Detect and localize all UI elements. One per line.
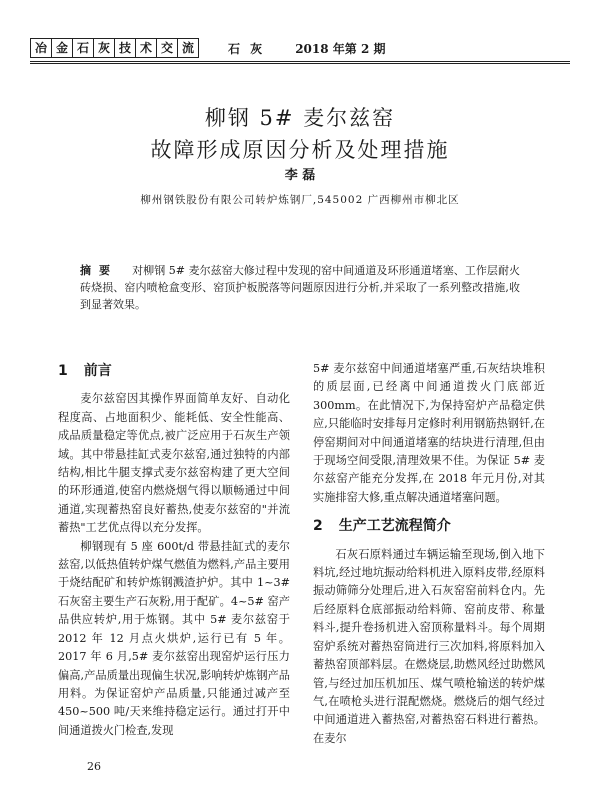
paragraph: 麦尔兹窑因其操作界面简单友好、自动化程度高、占地面积少、能耗低、安全性能高、成品质量稳定等优点,被广泛应用于石灰生产领域。其中带悬挂缸式麦尔兹窑,通过独特的内部结构,相比牛腿支撑式麦尔兹窑构建了更大空间的环形通道,使窑内燃烧烟气得以顺畅通过中间通道,实现蓄热窑良好蓄热,使麦尔兹窑的"并流蓄热"工艺优点得以充分发挥。	[58, 392, 290, 535]
section-title: 前言	[83, 363, 112, 379]
paragraph-continued: 5# 麦尔兹窑中间通道堵塞严重,石灰结块堆积的质层面,已经离中间通道拨火门底部近 300mm。在此情况下,为保持窑炉产品稳定供应,只能临时安排每月定修时利用钢筋热钢钎,在停窑期间对中间通道堵塞的结块进行清理,但由于现场空间受限,清理效果不佳。为保证 5# 麦尔兹窑产能充分发挥,在 2018 年元月份,对其实施排窑大修,重点解决通道堵塞问题。	[313, 362, 545, 504]
column-label-char: 灰	[93, 38, 115, 58]
header-rule-thin	[30, 63, 570, 64]
paragraph: 石灰石原料通过车辆运输至现场,倒入地下料坑,经过地坑振动给料机进入原料皮带,经原料振动筛筛分处理后,进入石灰窑窑前料仓内。先后经原料仓底部振动给料筛、窑前皮带、称量料斗,提升卷扬机进入窑顶称量料斗。每个周期窑炉系统对蓄热窑筒进行三次加料,将原料加入蓄热窑顶部料层。在燃烧层,助燃风经过助燃风管,与经过加压机加压、煤气喷枪输送的转炉煤气,在喷枪头进行混配燃烧。燃烧后的烟气经过中间通道进入蓄热窑,对蓄热窑石料进行蓄热。在麦尔	[313, 547, 545, 745]
abstract-text: 对柳钢 5# 麦尔兹窑大修过程中发现的窑中间通道及环形通道堵塞、工作层耐火砖烧损、窑内喷枪盒变形、窑顶护板脱落等问题原因进行分析,并采取了一系列整改措施,收到显著效果。	[80, 264, 520, 311]
journal-issue: 2018 年第 2 期	[295, 41, 386, 56]
column-label-char: 流	[177, 38, 199, 58]
section-number: 2	[313, 518, 323, 535]
paragraph: 柳钢现有 5 座 600t/d 带悬挂缸式的麦尔兹窑,以低热值转炉煤气燃值为燃料,产品主要用于烧结配矿和转炉炼钢溅渣护炉。其中 1~3# 石灰窑主要生产石灰粉,用于配矿。4~5# 窑产品供应转炉,用于炼钢。其中 5# 麦尔兹窑于 2012 年 12 月点火烘炉,运行已有 5 年。2017 年 6 月,5# 麦尔兹窑出现窑炉运行压力偏高,产品质量出现偏生状况,影响转炉炼钢产品用料。为保证窑炉产品质量,只能通过减产至 450~500 吨/天来维持稳定运行。通过打开中间通道拨火门检查,发现	[58, 539, 290, 737]
column-label-char: 交	[156, 38, 178, 58]
article-title-line1: 柳钢 5# 麦尔兹窑	[204, 106, 396, 130]
column-label-char: 冶	[30, 38, 52, 58]
journal-name: 石 灰	[228, 41, 266, 56]
journal-header	[30, 37, 570, 59]
column-label-char: 石	[72, 38, 94, 58]
right-column	[313, 360, 545, 748]
section-heading	[313, 517, 545, 535]
author-affiliation: 柳州钢铁股份有限公司转炉炼钢厂,545002 广西柳州市柳北区	[140, 194, 460, 206]
column-label-char: 金	[51, 38, 73, 58]
article-title-line2: 故障形成原因分析及处理措施	[150, 138, 450, 162]
author-name: 李 磊	[284, 168, 316, 183]
column-label-char: 技	[114, 38, 136, 58]
section-number: 1	[58, 363, 68, 379]
left-column	[58, 358, 290, 740]
abstract-label: 摘要	[80, 264, 119, 277]
section-title: 生产工艺流程简介	[338, 518, 451, 535]
section-heading	[58, 362, 290, 380]
column-label-boxes	[30, 38, 198, 58]
abstract	[80, 262, 520, 313]
column-label-char: 术	[135, 38, 157, 58]
page-number: 26	[87, 760, 101, 773]
header-rule	[30, 61, 570, 62]
